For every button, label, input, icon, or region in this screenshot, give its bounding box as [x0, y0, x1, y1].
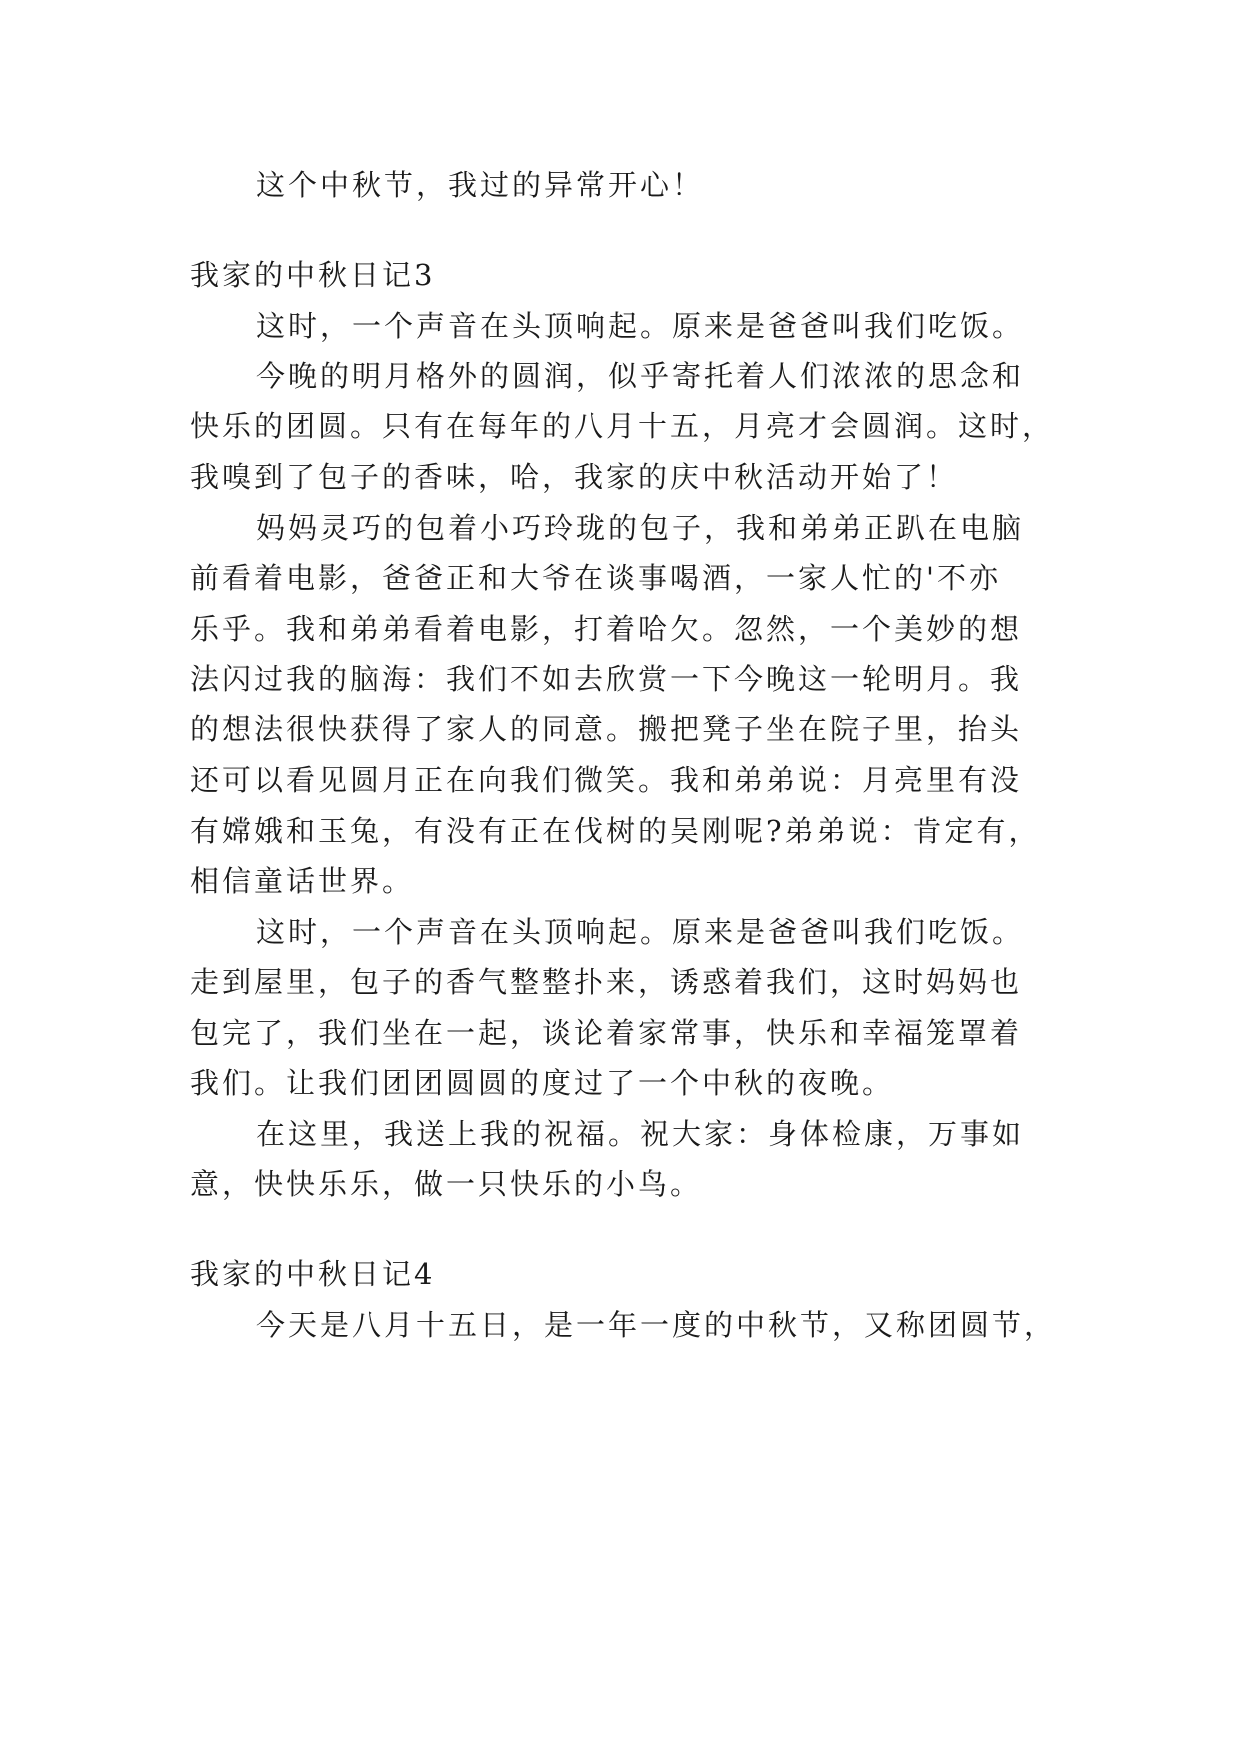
paragraph-line: 意，快快乐乐，做一只快乐的小鸟。: [190, 1167, 703, 1201]
paragraph-line: 相信童话世界。: [190, 864, 415, 898]
paragraph-line: 的想法很快获得了家人的同意。搬把凳子坐在院子里，抬头: [190, 712, 1023, 746]
paragraph-line: 快乐的团圆。只有在每年的八月十五，月亮才会圆润。这时，: [190, 409, 1055, 443]
paragraph-line: 在这里，我送上我的祝福。祝大家：身体检康，万事如: [256, 1117, 1025, 1151]
paragraph-line: 我嗅到了包子的香味，哈，我家的庆中秋活动开始了！: [190, 460, 959, 494]
paragraph-line: 法闪过我的脑海：我们不如去欣赏一下今晚这一轮明月。我: [190, 662, 1023, 696]
paragraph-line: 有嫦娥和玉兔，有没有正在伐树的吴刚呢?弟弟说：肯定有，: [190, 814, 1041, 848]
paragraph-line: 今晚的明月格外的圆润，似乎寄托着人们浓浓的思念和: [256, 359, 1025, 393]
paragraph-line: 乐乎。我和弟弟看着电影，打着哈欠。忽然，一个美妙的想: [190, 612, 1023, 646]
paragraph-line: 这个中秋节，我过的异常开心！: [256, 168, 705, 202]
paragraph-line: 走到屋里，包子的香气整整扑来，诱惑着我们，这时妈妈也: [190, 965, 1023, 999]
section-heading: 我家的中秋日记3: [190, 258, 436, 292]
paragraph-line: 前看着电影，爸爸正和大爷在谈事喝酒，一家人忙的'不亦: [190, 561, 1001, 595]
paragraph-line: 这时，一个声音在头顶响起。原来是爸爸叫我们吃饭。: [256, 309, 1025, 343]
paragraph-line: 包完了，我们坐在一起，谈论着家常事，快乐和幸福笼罩着: [190, 1016, 1023, 1050]
section-heading: 我家的中秋日记4: [190, 1257, 436, 1291]
paragraph-line: 我们。让我们团团圆圆的度过了一个中秋的夜晚。: [190, 1066, 895, 1100]
paragraph-line: 这时，一个声音在头顶响起。原来是爸爸叫我们吃饭。: [256, 915, 1025, 949]
paragraph-line: 今天是八月十五日，是一年一度的中秋节，又称团圆节，: [256, 1308, 1057, 1342]
paragraph-line: 妈妈灵巧的包着小巧玲珑的包子，我和弟弟正趴在电脑: [256, 511, 1025, 545]
paragraph-line: 还可以看见圆月正在向我们微笑。我和弟弟说：月亮里有没: [190, 763, 1023, 797]
